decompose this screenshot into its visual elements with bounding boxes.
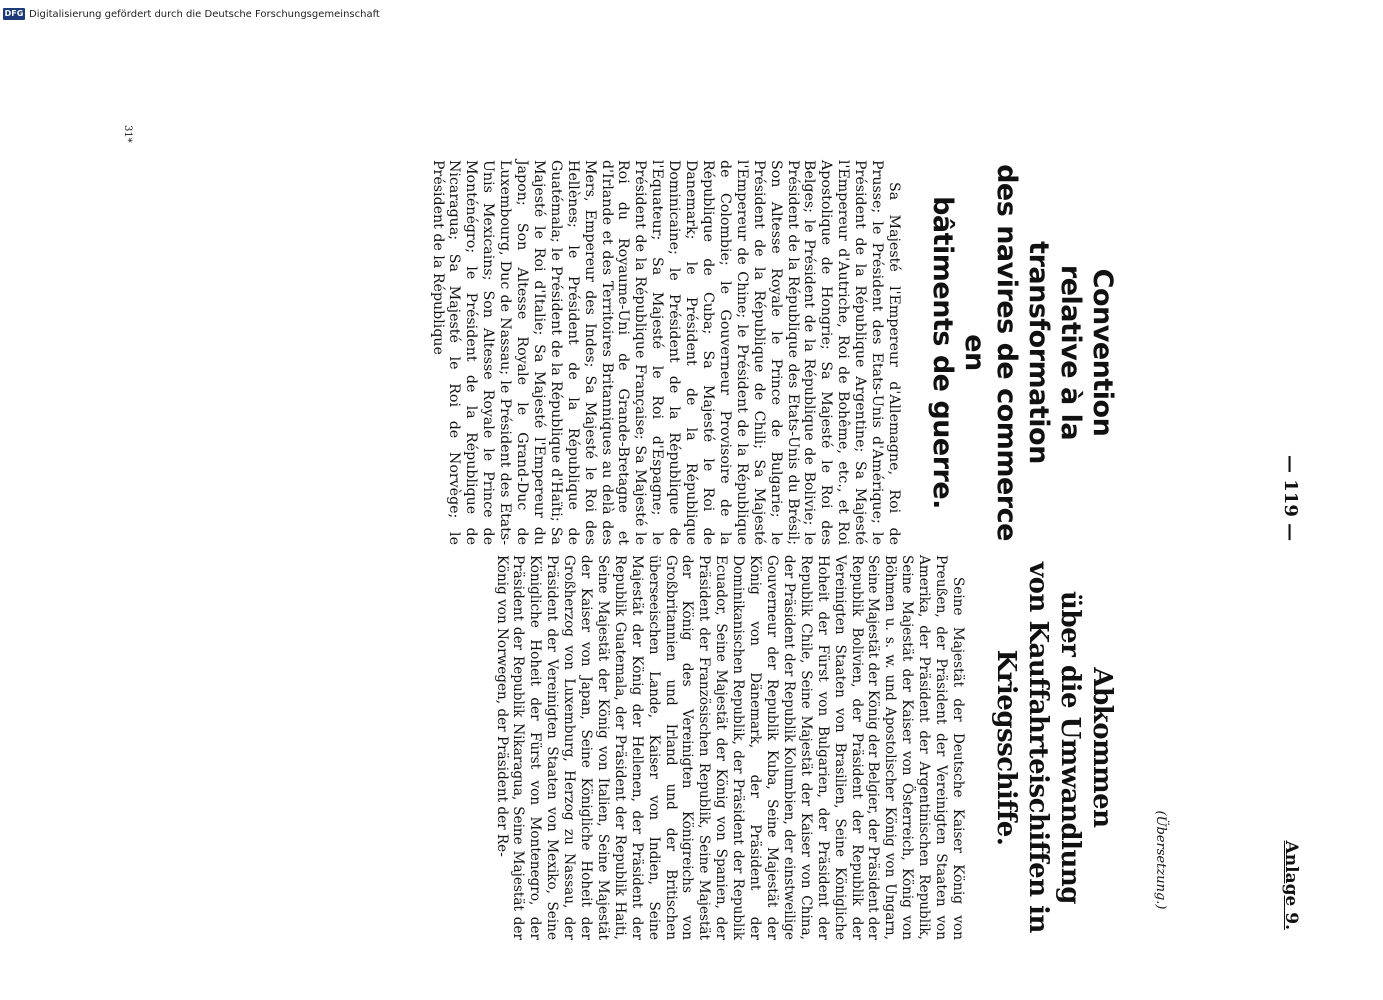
french-title-line3: des navires de commerce en bbox=[959, 164, 1022, 541]
german-column bbox=[493, 555, 1118, 940]
french-body: Sa Majesté l'Empereur d'Allemagne, Roi de Prusse; le Président des Etats-Unis d'Amérique; le Président de la République Argentine; Sa Majesté l'Empereur d'Autriche, Roi de Bohême, etc., et Roi Apostolique de Hongrie; Sa Majesté le Roi des Belges; le Président de la République de Bolivie; le Président de la République des Etats-Unis du Brésil; Son Altesse Royale le Prince de Bulgarie; le Président de la République de Chili; Sa Majesté l'Empereur de Chine; le Président de la République de Colombie; le Gouverneur Provisoire de la République de Cuba; Sa Majesté le Roi de Danemark; le Président de la République Dominicaine; le Président de la République de l'Equateur; Sa Majesté le Roi d'Espagne; le Président de la République Française; Sa Majesté le Roi du Royaume-Uni de Grande-Bretagne et d'Irlande et des Territoires Britanniques au delà des Mers, Empereur des Indes; Sa Majesté le Roi des Hellènes; le Président de la République de Guatémala; le Président de la République d'Haïti; Sa Majesté le Roi d'Italie; Sa Majesté l'Empereur du Japon; Son Altesse Royale le Grand-Duc de Luxembourg, Duc de Nassau; le Président des Etats-Unis Mexicains; Son Altesse Royale le Prince de Monténégro; le Président de la République de Nicaragua; Sa Majesté le Roi de Norvège; le Président de la République bbox=[429, 160, 902, 545]
dfg-logo-icon: DFG bbox=[4, 9, 24, 18]
page-header bbox=[1261, 60, 1301, 940]
french-title bbox=[926, 160, 1118, 545]
german-title-line4: Kriegsschiffe. bbox=[991, 649, 1021, 846]
signature-mark: 31* bbox=[122, 125, 133, 143]
german-title-line2: über die Umwandlung bbox=[1055, 591, 1085, 904]
translation-note: (Übersetzung.) bbox=[1153, 810, 1168, 910]
annex-label: Anlage 9. bbox=[1281, 840, 1301, 930]
german-title-line1: Abkommen bbox=[1087, 667, 1117, 828]
page-number: — 119 — bbox=[1280, 455, 1301, 542]
french-title-line4: bâtiments de guerre. bbox=[927, 196, 958, 509]
french-column bbox=[429, 160, 1118, 545]
attribution-text: Digitalisierung gefördert durch die Deutsche Forschungsgemeinschaft bbox=[29, 8, 380, 20]
german-body: Seine Majestät der Deutsche Kaiser König von Preußen, der Präsident der Vereinigten Staaten von Amerika, der Präsident der Argentinischen Republik, Seine Majestät der Kaiser von Österreich, König von Böhmen u. s. w. und Apostolischer König von Ungarn, Seine Majestät der König der Belgier, der Präsident der Republik Bolivien, der Präsident der Republik der Vereinigten Staaten von Brasilien, Seine Königliche Hoheit der Fürst von Bulgarien, der Präsident der Republik Chile, Seine Majestät der Kaiser von China, der Präsident der Republik Kolumbien, der einstweilige Gouverneur der Republik Kuba, Seine Majestät der König von Dänemark, der Präsident der Dominikanischen Republik, der Präsident der Republik Ecuador, Seine Majestät der König von Spanien, der Präsident der Französischen Republik, Seine Majestät der König des Vereinigten Königreichs von Großbritannien und Irland und der Britischen überseeischen Lande, Kaiser von Indien, Seine Majestät der König der Hellenen, der Präsident der Republik Guatemala, der Präsident der Republik Haiti, Seine Majestät der König von Italien, Seine Majestät der Kaiser von Japan, Seine Königliche Hoheit der Großherzog von Luxemburg, Herzog zu Nassau, der Präsident der Vereinigten Staaten von Mexiko, Seine Königliche Hoheit der Fürst von Montenegro, der Präsident der Republik Nikaragua, Seine Majestät der König von Norwegen, der Präsident der Re- bbox=[493, 555, 966, 940]
german-title-line3: von Kauffahrteischiffen in bbox=[1023, 562, 1053, 933]
attribution bbox=[3, 8, 388, 20]
german-title bbox=[990, 555, 1118, 940]
french-title-line1: Convention bbox=[1087, 268, 1118, 437]
french-title-line2: relative à la transformation bbox=[1023, 241, 1086, 464]
